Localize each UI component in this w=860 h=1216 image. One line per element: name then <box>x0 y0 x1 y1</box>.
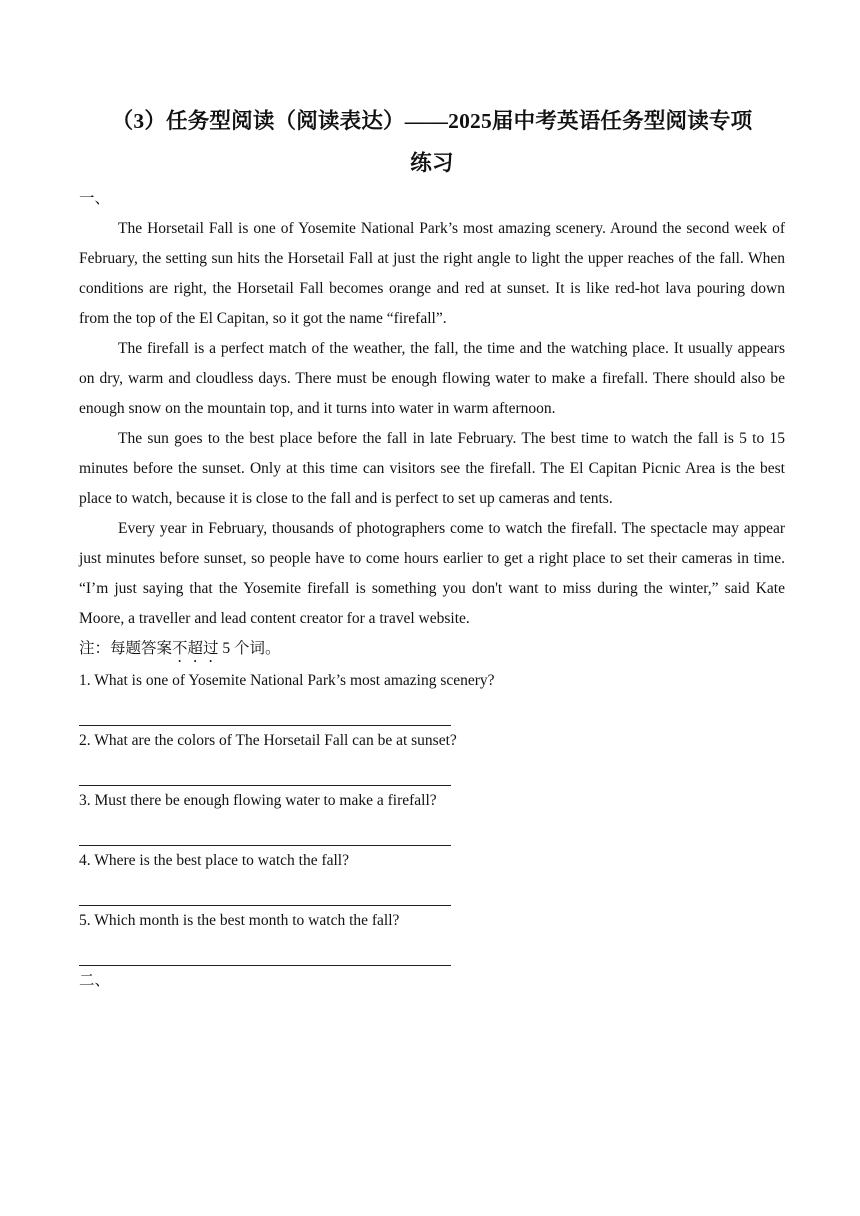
question-5: 5. Which month is the best month to watch the fall? <box>79 912 400 929</box>
note-suffix: 5 个词。 <box>218 640 281 657</box>
title-line-2: 练习 <box>410 151 454 175</box>
question-2: 2. What are the colors of The Horsetail Fall can be at sunset? <box>79 732 457 749</box>
question-1: 1. What is one of Yosemite National Park’s most amazing scenery? <box>79 672 495 689</box>
answer-line-4[interactable] <box>79 876 451 906</box>
passage-paragraph-1: The Horsetail Fall is one of Yosemite National Park’s most amazing scenery. Around the second week of February, the setting sun hits the Horsetail Fall at just the right angle to light the upper reaches of the fall. When conditions are right, the Horsetail Fall becomes orange and red at sunset. It is like red-hot lava pouring down from the top of the El Capitan, so it got the name “firefall”. <box>79 220 785 327</box>
answer-line-5[interactable] <box>79 936 451 966</box>
title-line-1: （3）任务型阅读（阅读表达）——2025届中考英语任务型阅读专项 <box>111 109 753 133</box>
question-4: 4. Where is the best place to watch the fall? <box>79 852 349 869</box>
answer-line-3[interactable] <box>79 816 451 846</box>
passage-paragraph-4: Every year in February, thousands of photographers come to watch the firefall. The spectacle may appear just minutes before sunset, so people have to come hours earlier to get a right place to set their cameras in time. “I’m just saying that the Yosemite firefall is something you don't want to miss during the winter,” said Kate Moore, a traveller and lead content creator for a travel website. <box>79 520 785 627</box>
note-emphasis: 不超过 <box>172 640 219 657</box>
section-one-marker: 一、 <box>79 190 111 207</box>
answer-line-2[interactable] <box>79 756 451 786</box>
passage-paragraph-2: The firefall is a perfect match of the weather, the fall, the time and the watching place. It usually appears on dry, warm and cloudless days. There must be enough flowing water to make a firefall. There should also be enough snow on the mountain top, and it turns into water in warm afternoon. <box>79 340 785 417</box>
document-title <box>79 100 785 184</box>
question-3: 3. Must there be enough flowing water to make a firefall? <box>79 792 437 809</box>
passage-paragraph-3: The sun goes to the best place before the fall in late February. The best time to watch the fall is 5 to 15 minutes before the sunset. Only at this time can visitors see the firefall. The El Capitan Picnic Area is the best place to watch, because it is close to the fall and is perfect to set up cameras and tents. <box>79 430 785 507</box>
answer-line-1[interactable] <box>79 696 451 726</box>
answer-note <box>79 634 785 666</box>
note-prefix: 注：每题答案 <box>79 640 173 657</box>
section-two-marker: 二、 <box>79 972 111 989</box>
document-page <box>79 100 785 996</box>
